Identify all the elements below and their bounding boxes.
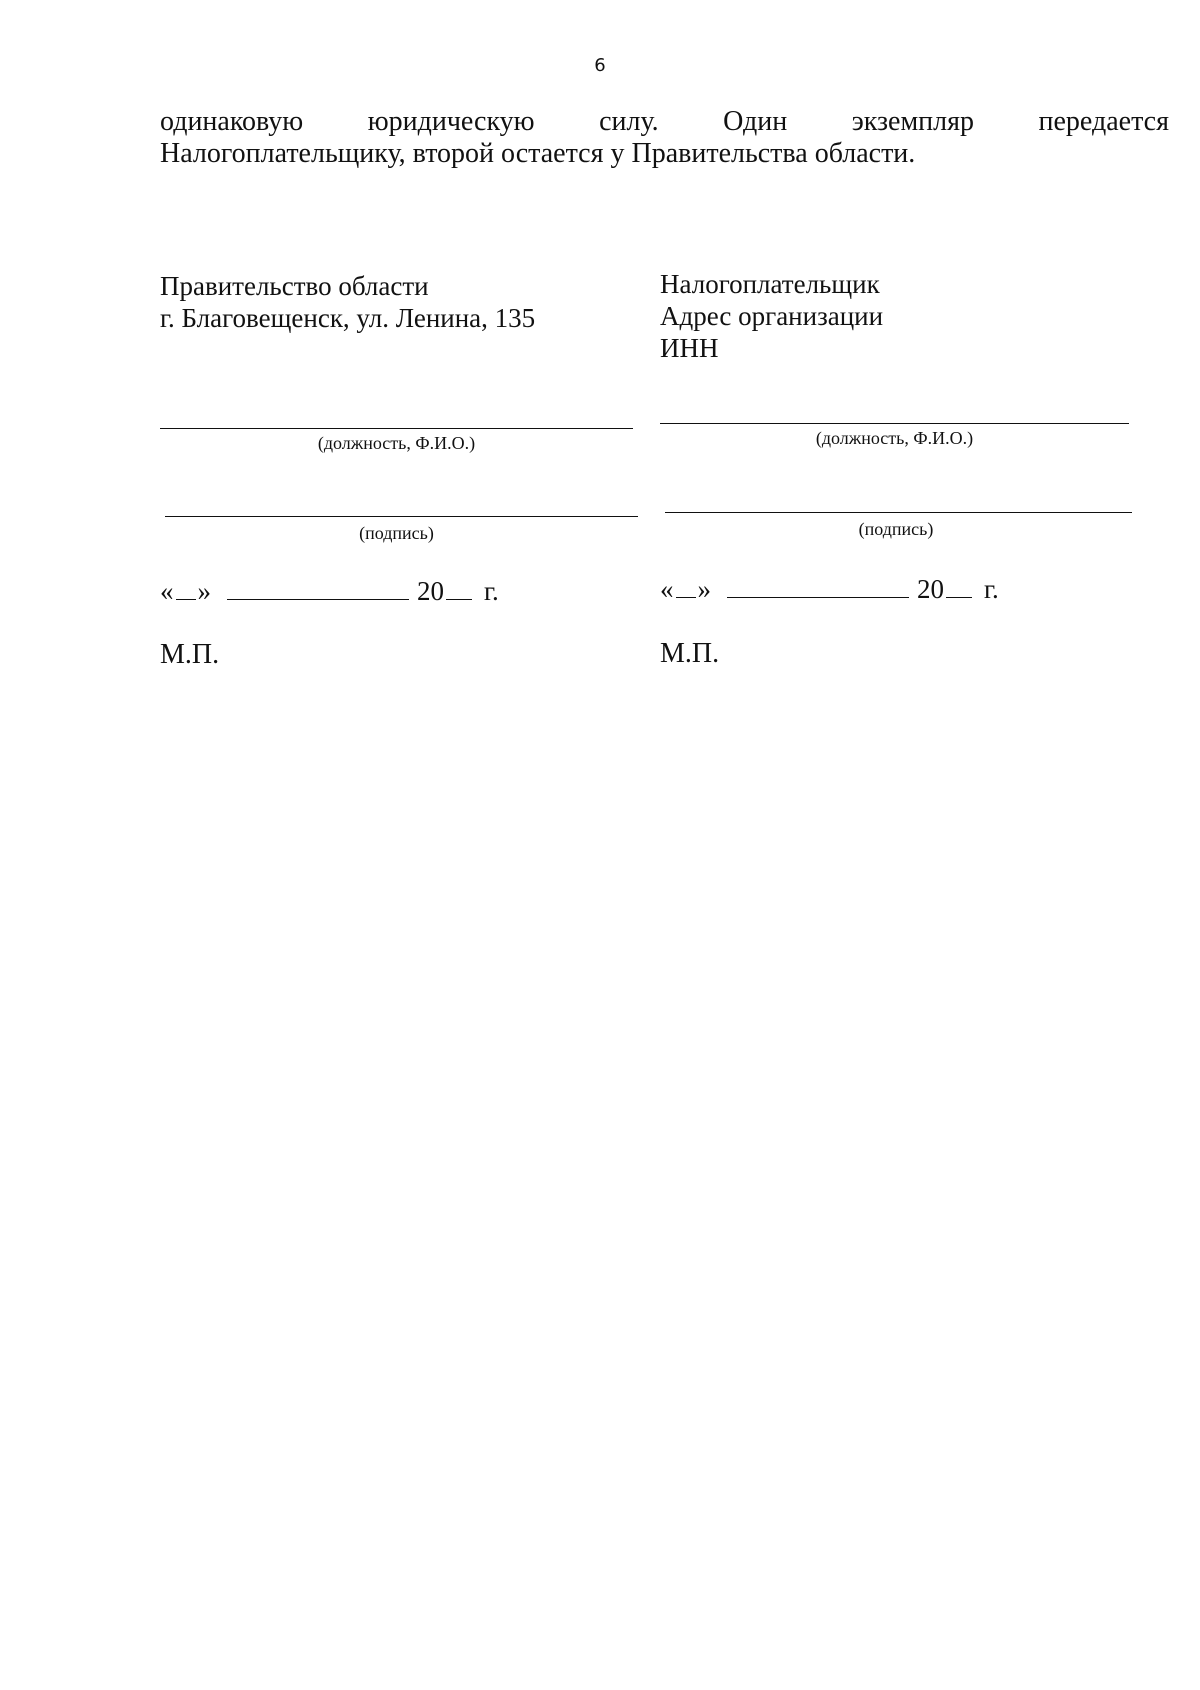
- right-date-open-quote: «: [660, 574, 674, 604]
- left-date-open-quote: «: [160, 576, 174, 606]
- left-date-close-quote: »: [197, 576, 211, 606]
- left-position-line: [160, 428, 633, 429]
- left-month-blank: [227, 577, 409, 600]
- paragraph-line-2: Налогоплательщику, второй остается у Правительства области.: [160, 138, 916, 169]
- right-party-name: Налогоплательщик: [660, 269, 880, 299]
- left-signature-line: [165, 516, 638, 517]
- right-signature-caption: (подпись): [858, 519, 934, 539]
- left-party-address: г. Благовещенск, ул. Ленина, 135: [160, 303, 536, 333]
- right-date-close-quote: »: [697, 574, 711, 604]
- left-day-blank: [176, 577, 196, 600]
- paragraph-word: экземпляр: [851, 106, 975, 137]
- right-day-blank: [676, 575, 696, 598]
- right-year-blank: [946, 575, 972, 598]
- left-party-block: [160, 0, 633, 1690]
- right-year-suffix: г.: [984, 574, 999, 604]
- left-year-blank: [446, 577, 472, 600]
- left-year-prefix: 20: [417, 576, 444, 606]
- right-stamp-label: М.П.: [660, 638, 720, 669]
- right-date-row: [660, 573, 999, 605]
- page-number: 6: [594, 55, 606, 76]
- right-party-address: Адрес организации: [660, 301, 884, 331]
- paragraph-word: Один: [723, 106, 788, 137]
- right-signature-line: [665, 512, 1132, 513]
- paragraph-word: передается: [1038, 106, 1169, 137]
- left-year-suffix: г.: [484, 576, 499, 606]
- right-position-line: [660, 423, 1129, 424]
- right-party-block: [660, 0, 1132, 1690]
- left-stamp-label: М.П.: [160, 639, 220, 670]
- right-party-inn: ИНН: [660, 333, 719, 363]
- paragraph-word: юридическую: [367, 106, 535, 137]
- left-position-caption: (должность, Ф.И.О.): [317, 433, 476, 453]
- right-month-blank: [727, 575, 909, 598]
- right-position-caption: (должность, Ф.И.О.): [815, 428, 974, 448]
- left-party-name: Правительство области: [160, 271, 429, 301]
- right-year-prefix: 20: [917, 574, 944, 604]
- left-signature-caption: (подпись): [359, 523, 434, 543]
- paragraph-word: одинаковую: [160, 106, 304, 137]
- left-date-row: [160, 575, 499, 607]
- paragraph-word: силу.: [599, 106, 659, 137]
